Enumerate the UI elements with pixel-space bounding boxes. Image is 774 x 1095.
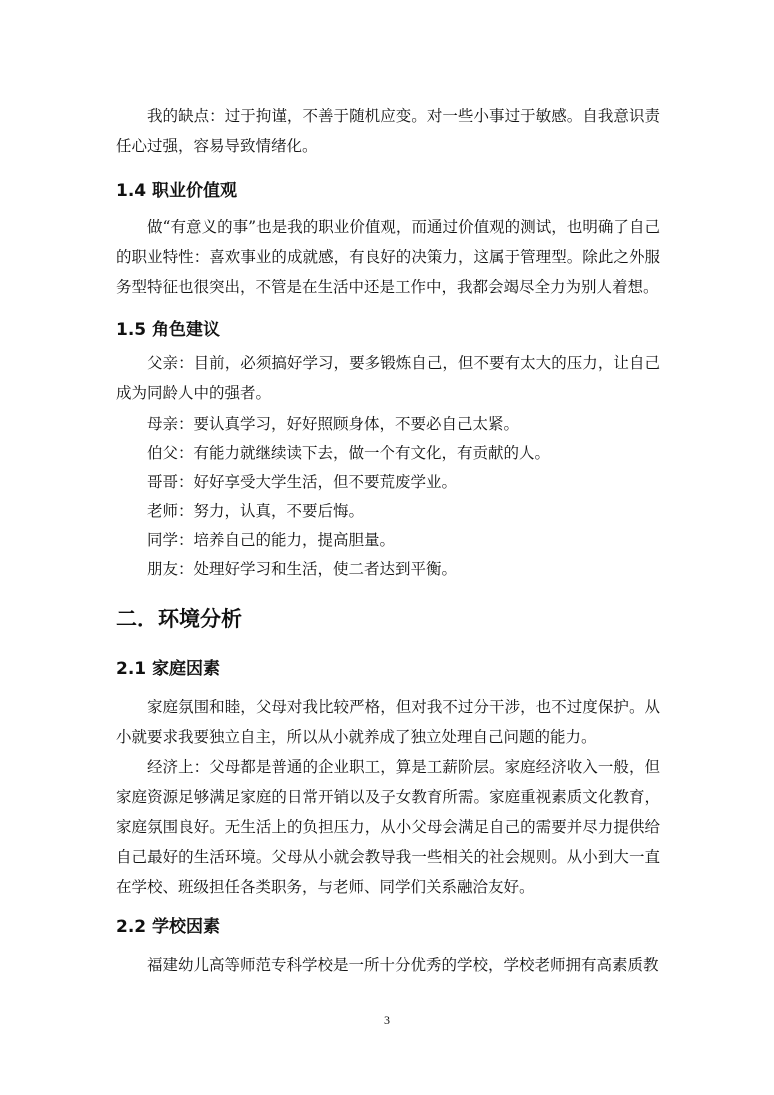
role-advice-mother: 母亲：要认真学习，好好照顾身体，不要必自己太紧。 [147,415,520,433]
role-advice-classmate: 同学：培养自己的能力，提高胆量。 [147,531,396,549]
weakness-paragraph: 我的缺点：过于拘谨，不善于随机应变。对一些小事过于敏感。自我意识责任心过强，容易导致情绪化。 [116,107,660,155]
page-number: 3 [384,1013,390,1027]
section-2-1-heading: 2.1 家庭因素 [116,659,221,679]
section-2-2-paragraph: 福建幼儿高等师范专科学校是一所十分优秀的学校，学校老师拥有高素质教 [147,956,659,974]
role-advice-teacher: 老师：努力，认真，不要后悔。 [147,502,365,520]
role-advice-father: 父亲：目前，必须搞好学习，要多锻炼自己，但不要有太大的压力，让自己成为同龄人中的强者。 [116,354,660,402]
section-1-4-heading: 1.4 职业价值观 [116,181,238,201]
role-advice-brother: 哥哥：好好享受大学生活，但不要荒废学业。 [147,473,458,491]
role-advice-uncle: 伯父：有能力就继续读下去，做一个有文化，有贡献的人。 [147,444,551,462]
section-2-2-heading: 2.2 学校因素 [116,917,221,937]
section-1-5-heading: 1.5 角色建议 [116,320,221,340]
section-2-1-paragraph-2: 经济上：父母都是普通的企业职工，算是工薪阶层。家庭经济收入一般，但家庭资源足够满足家庭的日常开销以及子女教育所需。家庭重视素质文化教育，家庭氛围良好。无生活上的负担压力，从小父母会满足自己的需要并尽力提供给自己最好的生活环境。父母从小就会教导我一些相关的社会规则。从小到大一直在学校、班级担任各类职务，与老师、同学们关系融洽友好。 [116,758,660,896]
chapter-2-heading: 二．环境分析 [116,607,242,631]
section-1-4-paragraph: 做“有意义的事”也是我的职业价值观，而通过价值观的测试，也明确了自己的职业特性：喜欢事业的成就感，有良好的决策力，这属于管理型。除此之外服务型特征也很突出，不管是在生活中还是工作中，我都会竭尽全力为别人着想。 [116,218,660,296]
section-2-1-paragraph-1: 家庭氛围和睦，父母对我比较严格，但对我不过分干涉，也不过度保护。从小就要求我要独立自主，所以从小就养成了独立处理自己问题的能力。 [116,698,660,746]
role-advice-friend: 朋友：处理好学习和生活，使二者达到平衡。 [147,560,458,578]
